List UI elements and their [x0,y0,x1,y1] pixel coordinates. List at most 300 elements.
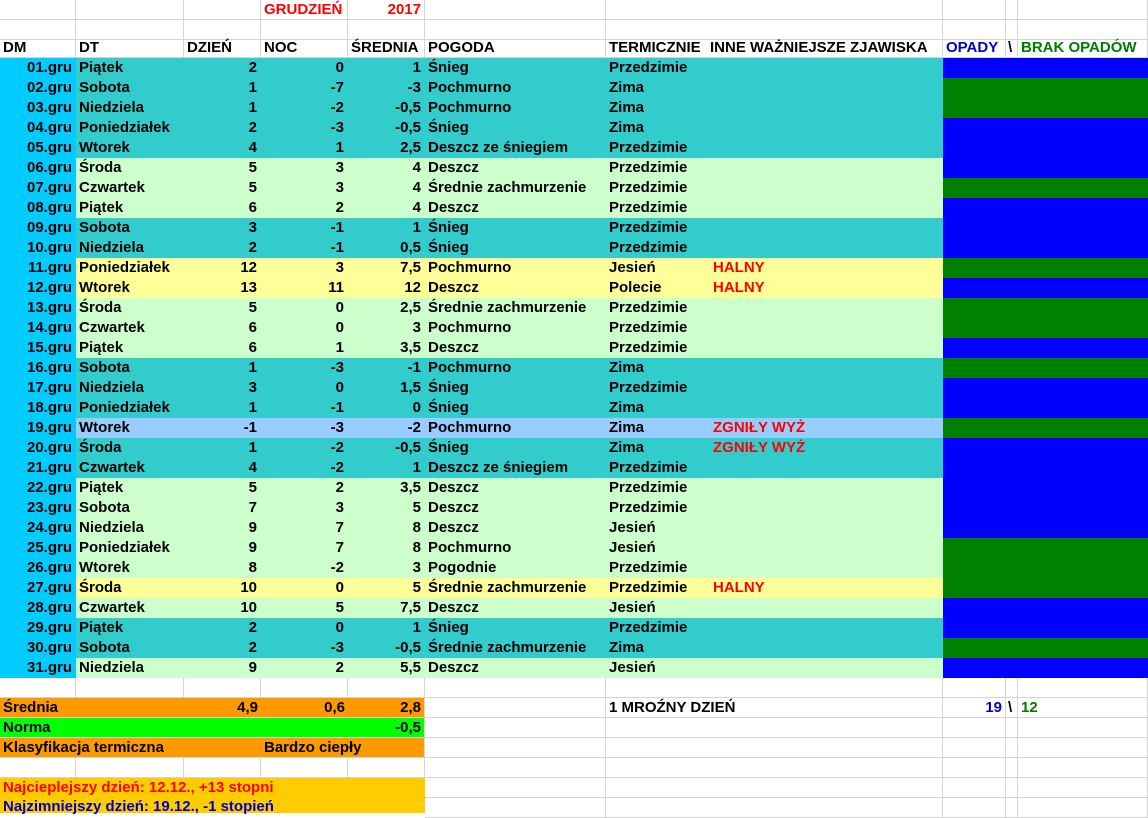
precip-marker [943,618,1148,638]
avg-day: 4,9 [184,698,261,718]
table-row [0,538,1148,558]
cell-event [710,558,943,578]
title-row [0,0,1148,20]
cell-avg: 1 [412,459,421,476]
cell-thermal: Polecie [609,279,662,296]
summary-norm-row [0,718,1148,738]
cell-dt: Poniedziałek [79,119,170,136]
no-precip-marker [943,538,1148,558]
cell-weather: Śnieg [428,379,469,396]
cell-thermal: Przedzimie [609,619,688,636]
cell-thermal: Przedzimie [609,379,688,396]
cell-day: 7 [248,499,257,516]
table-row [0,578,1148,598]
cell-dm: 08.gru [26,199,72,216]
cell-dm: 22.gru [26,479,72,496]
cell-event [710,298,943,318]
cell-thermal: Przedzimie [609,499,688,516]
table-row [0,438,1148,458]
header-day: DZIEŃ [184,38,261,58]
cell-night: 1 [335,139,344,156]
cell-day: 4 [248,459,257,476]
norm-value: -0,5 [348,718,425,738]
cell-day: 10 [240,599,257,616]
cell-thermal: Zima [609,399,645,416]
cell-dt: Sobota [79,219,130,236]
cell-dt: Piątek [79,199,124,216]
cell-weather: Śnieg [428,119,469,136]
cell-thermal: Jesień [609,539,656,556]
cell-weather: Średnie zachmurzenie [428,299,587,316]
cell-weather: Śnieg [428,219,469,236]
header-noprecip: BRAK OPADÓW [1018,38,1148,58]
cell-night: -7 [330,79,344,96]
table-row [0,238,1148,258]
precip-marker [943,158,1148,178]
cell-event [710,638,943,658]
cell-event [710,138,943,158]
header-thermal: TERMICZNIE [606,38,710,58]
cell-avg: 12 [404,279,421,296]
cell-night: -1 [330,399,344,416]
cell-thermal: Przedzimie [609,159,688,176]
cell-weather: Pochmurno [428,319,512,336]
cell-event [710,238,943,258]
cell-event [710,98,943,118]
noprecip-count: 12 [1018,698,1148,718]
cell-avg: 4 [412,199,421,216]
cell-night: -3 [330,419,344,436]
cell-night: -3 [330,119,344,136]
cell-thermal: Zima [609,639,645,656]
header-precip: OPADY [943,38,1006,58]
cell-event [710,478,943,498]
avg-label: Średnia [0,698,184,718]
class-label: Klasyfikacja termiczna [0,738,261,758]
table-row [0,198,1148,218]
cell-avg: 5,5 [400,659,421,676]
count-sep: \ [1006,698,1018,718]
cell-weather: Średnie zachmurzenie [428,179,587,196]
table-row [0,618,1148,638]
cell-day: 9 [248,659,257,676]
cell-dt: Sobota [79,639,130,656]
cell-event: HALNY [713,259,765,276]
cell-dt: Niedziela [79,659,145,676]
cell-dm: 09.gru [26,219,72,236]
table-row [0,398,1148,418]
no-precip-marker [943,98,1148,118]
cell-day: 8 [248,559,257,576]
cell-thermal: Zima [609,419,645,436]
precip-marker [943,598,1148,618]
cell-dt: Czwartek [79,599,145,616]
header-avg: ŚREDNIA [348,38,425,58]
cell-event: ZGNIŁY WYŻ [713,439,806,456]
table-row [0,358,1148,378]
extremes-block [0,778,1148,813]
precip-marker [943,478,1148,498]
cell-dt: Środa [79,299,122,316]
cell-thermal: Przedzimie [609,459,688,476]
cell-dt: Wtorek [79,139,130,156]
cell-avg: 5 [412,579,421,596]
table-row [0,138,1148,158]
header-night: NOC [261,38,348,58]
precip-marker [943,278,1148,298]
cell-event [710,338,943,358]
cell-day: 5 [248,159,257,176]
cell-thermal: Przedzimie [609,139,688,156]
cell-avg: 1 [412,619,421,636]
cell-avg: 7,5 [400,259,421,276]
cell-day: 12 [240,259,257,276]
table-row [0,518,1148,538]
cell-dt: Czwartek [79,319,145,336]
cell-weather: Śnieg [428,59,469,76]
cell-dt: Wtorek [79,279,130,296]
coldest-day: Najzimniejszy dzień: 19.12., -1 stopień [3,798,274,815]
cell-day: 13 [240,279,257,296]
cell-avg: 8 [412,519,421,536]
cell-avg: -2 [407,419,421,436]
year-title: 2017 [348,0,425,20]
cell-dt: Środa [79,159,122,176]
table-row [0,178,1148,198]
table-row [0,118,1148,138]
cell-dm: 24.gru [26,519,72,536]
cell-night: 7 [335,519,344,536]
norm-label: Norma [0,718,348,738]
cell-day: 6 [248,319,257,336]
cell-night: 0 [335,59,344,76]
cell-dm: 21.gru [26,459,72,476]
table-row [0,658,1148,678]
cell-day: 5 [248,299,257,316]
cell-weather: Deszcz [428,519,479,536]
cell-dm: 02.gru [26,79,72,96]
cell-night: -2 [330,559,344,576]
cell-weather: Pochmurno [428,539,512,556]
cell-weather: Pogodnie [428,559,497,576]
avg-avg: 2,8 [348,698,425,718]
table-row [0,478,1148,498]
cell-night: -3 [330,639,344,656]
cell-thermal: Przedzimie [609,579,688,596]
cell-night: 5 [335,599,344,616]
cell-avg: 0 [412,399,421,416]
cell-thermal: Przedzimie [609,339,688,356]
precip-marker [943,198,1148,218]
no-precip-marker [943,558,1148,578]
cell-dm: 31.gru [26,659,72,676]
cell-night: -2 [330,99,344,116]
cell-dm: 13.gru [26,299,72,316]
cell-night: 2 [335,659,344,676]
table-row [0,638,1148,658]
cell-avg: 3,5 [400,479,421,496]
cell-day: 9 [248,519,257,536]
table-row [0,258,1148,278]
cell-dt: Sobota [79,359,130,376]
table-row [0,98,1148,118]
cell-night: 1 [335,339,344,356]
cell-dm: 17.gru [26,379,72,396]
cell-dt: Środa [79,579,122,596]
cell-avg: 1 [412,219,421,236]
cell-day: 5 [248,179,257,196]
cell-event [710,398,943,418]
cell-thermal: Przedzimie [609,559,688,576]
table-row [0,318,1148,338]
cell-event [710,618,943,638]
cell-weather: Deszcz [428,599,479,616]
cell-thermal: Zima [609,79,645,96]
cell-avg: -1 [407,359,421,376]
cell-avg: 5 [412,499,421,516]
cell-avg: -0,5 [395,439,421,456]
cell-weather: Deszcz [428,479,479,496]
cell-event: ZGNIŁY WYŻ [713,419,806,436]
cell-night: 0 [335,379,344,396]
cell-event [710,218,943,238]
cell-night: 11 [328,279,344,296]
cell-night: 3 [335,159,344,176]
cell-day: 3 [248,379,257,396]
cell-avg: 4 [412,179,421,196]
cell-event [710,158,943,178]
precip-marker [943,518,1148,538]
cell-event [710,58,943,78]
cell-thermal: Przedzimie [609,199,688,216]
cell-dt: Wtorek [79,559,130,576]
cell-dm: 04.gru [26,119,72,136]
cell-event [710,198,943,218]
cell-dm: 23.gru [26,499,72,516]
cell-weather: Deszcz [428,279,479,296]
frost-days: 1 MROŹNY DZIEŃ [606,698,943,718]
cell-dt: Poniedziałek [79,399,170,416]
no-precip-marker [943,298,1148,318]
table-row [0,218,1148,238]
cell-weather: Deszcz [428,199,479,216]
cell-thermal: Zima [609,359,645,376]
cell-dt: Wtorek [79,419,130,436]
cell-thermal: Zima [609,99,645,116]
precip-marker [943,438,1148,458]
header-sep: \ [1006,38,1018,58]
cell-event [710,538,943,558]
cell-dt: Poniedziałek [79,259,170,276]
cell-weather: Pochmurno [428,99,512,116]
cell-dt: Środa [79,439,122,456]
cell-dt: Piątek [79,619,124,636]
cell-day: 3 [248,219,257,236]
cell-thermal: Jesień [609,259,656,276]
cell-thermal: Przedzimie [609,219,688,236]
cell-night: 2 [335,199,344,216]
cell-day: 6 [248,339,257,356]
cell-event [710,518,943,538]
no-precip-marker [943,258,1148,278]
header-row [0,38,1148,58]
cell-weather: Średnie zachmurzenie [428,579,587,596]
cell-event [710,658,943,678]
cell-dm: 11.gru [27,259,72,276]
no-precip-marker [943,318,1148,338]
blank-row [0,758,1148,778]
cell-day: 10 [240,579,257,596]
cell-event [710,598,943,618]
table-row [0,298,1148,318]
cell-weather: Pochmurno [428,359,512,376]
cell-dt: Niedziela [79,239,145,256]
cell-avg: 2,5 [400,299,421,316]
cell-thermal: Jesień [609,659,656,676]
table-row [0,558,1148,578]
cell-avg: -0,5 [395,639,421,656]
cell-dm: 27.gru [26,579,72,596]
cell-avg: -0,5 [395,99,421,116]
cell-dm: 12.gru [26,279,72,296]
precip-marker [943,378,1148,398]
cell-day: 9 [248,539,257,556]
blank-row [0,678,1148,698]
cell-event [710,358,943,378]
precip-marker [943,498,1148,518]
cell-avg: -3 [407,79,421,96]
cell-thermal: Przedzimie [609,239,688,256]
cell-event [710,178,943,198]
cell-thermal: Przedzimie [609,299,688,316]
header-dt: DT [76,38,184,58]
cell-dm: 14.gru [26,319,72,336]
cell-event: HALNY [713,579,765,596]
cell-dt: Piątek [79,59,124,76]
avg-night: 0,6 [261,698,348,718]
cell-night: 0 [335,299,344,316]
cell-dm: 01.gru [26,59,72,76]
cell-avg: 4 [412,159,421,176]
cell-weather: Średnie zachmurzenie [428,639,587,656]
cell-dm: 25.gru [26,539,72,556]
cell-dm: 05.gru [26,139,72,156]
cell-avg: 3,5 [400,339,421,356]
cell-weather: Deszcz [428,499,479,516]
cell-event [710,318,943,338]
cell-avg: 3 [412,559,421,576]
cell-avg: 3 [412,319,421,336]
table-row [0,278,1148,298]
cell-thermal: Zima [609,439,645,456]
header-events: INNE WAŻNIEJSZE ZJAWISKA [710,38,943,58]
header-weather: POGODA [425,38,606,58]
cell-weather: Śnieg [428,239,469,256]
cell-dt: Niedziela [79,519,145,536]
precip-marker [943,138,1148,158]
cell-weather: Deszcz [428,659,479,676]
cell-day: 5 [248,479,257,496]
cell-day: 1 [248,359,257,376]
cell-night: 2 [335,479,344,496]
cell-dm: 07.gru [26,179,72,196]
cell-avg: 0,5 [400,239,421,256]
cell-avg: 8 [412,539,421,556]
cell-dm: 03.gru [26,99,72,116]
cell-dm: 26.gru [26,559,72,576]
cell-dt: Niedziela [79,99,145,116]
no-precip-marker [943,358,1148,378]
cell-dm: 16.gru [26,359,72,376]
cell-weather: Śnieg [428,439,469,456]
cell-day: 2 [248,619,257,636]
table-row [0,338,1148,358]
cell-night: 7 [335,539,344,556]
warmest-day: Najcieplejszy dzień: 12.12., +13 stopni [3,779,274,796]
cell-dt: Poniedziałek [79,539,170,556]
table-row [0,158,1148,178]
table-row [0,598,1148,618]
cell-dt: Sobota [79,499,130,516]
cell-day: 4 [248,139,257,156]
cell-thermal: Jesień [609,519,656,536]
cell-dm: 10.gru [26,239,72,256]
cell-day: 2 [248,59,257,76]
cell-day: 2 [248,119,257,136]
precip-marker [943,238,1148,258]
cell-night: -1 [330,239,344,256]
cell-dm: 18.gru [26,399,72,416]
cell-day: 1 [248,99,257,116]
cell-dm: 30.gru [26,639,72,656]
cell-dm: 28.gru [26,599,72,616]
cell-night: -3 [330,359,344,376]
class-value: Bardzo ciepły [261,738,425,758]
cell-avg: 2,5 [400,139,421,156]
summary-avg-row [0,698,1148,718]
cell-dt: Piątek [79,479,124,496]
cell-day: 6 [248,199,257,216]
blank-row [0,20,1148,40]
cell-day: 2 [248,239,257,256]
cell-dt: Piątek [79,339,124,356]
cell-event [710,498,943,518]
cell-avg: 7,5 [400,599,421,616]
cell-day: 1 [248,79,257,96]
cell-night: 3 [335,179,344,196]
cell-event: HALNY [713,279,765,296]
table-row [0,418,1148,438]
cell-night: 3 [335,499,344,516]
cell-thermal: Jesień [609,599,656,616]
cell-dt: Sobota [79,79,130,96]
precip-marker [943,58,1148,78]
cell-weather: Pochmurno [428,259,512,276]
cell-dm: 19.gru [26,419,72,436]
cell-weather: Pochmurno [428,419,512,436]
cell-night: -1 [330,219,344,236]
no-precip-marker [943,638,1148,658]
cell-weather: Śnieg [428,399,469,416]
header-dm: DM [0,38,76,58]
table-row [0,78,1148,98]
cell-day: 2 [248,639,257,656]
cell-night: 0 [335,319,344,336]
precip-marker [943,118,1148,138]
cell-night: -2 [330,459,344,476]
cell-night: 3 [335,259,344,276]
cell-dt: Czwartek [79,459,145,476]
